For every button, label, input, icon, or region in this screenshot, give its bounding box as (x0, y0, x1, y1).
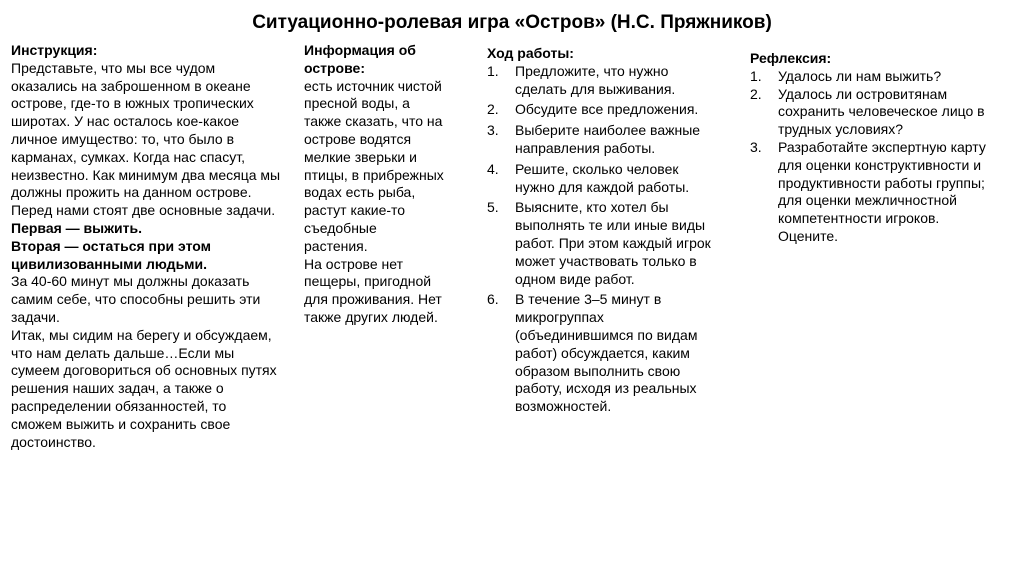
task-first: Первая — выжить. (11, 219, 143, 236)
island-info-column (304, 42, 444, 327)
instruction-paragraph: Итак, мы сидим на берегу и обсуждаем, что нам делать дальше…Если мы сумеем договориться об основных путях решения наших задач, а также о распределении обязанностей, то сможем выжить и сохранить свое достоинство. (11, 326, 277, 450)
island-info-paragraph: есть источник чистой пресной воды, а также сказать, что на острове водятся мелкие зверьки и птицы, в прибрежных водах есть рыба, растут какие-то съедобные растения. (304, 77, 444, 254)
instruction-column (11, 42, 281, 451)
list-item: 2. Обсудите все предложения. (487, 101, 699, 118)
list-item: 3. Разработайте экспертную карту для оценки конструктивности и продуктивности работы группы; для оценки межличностной компетентности игроков. Оцените. (750, 138, 986, 244)
instruction-paragraph: Перед нами стоят две основные задачи. (11, 202, 276, 219)
page-title: Ситуационно-ролевая игра «Остров» (Н.С. Пряжников) (252, 12, 772, 33)
list-item: 4. Решите, сколько человек нужно для каждой работы. (487, 160, 690, 195)
workflow-heading: Ход работы: (487, 45, 574, 61)
instruction-paragraph: Представьте, что мы все чудом оказались на заброшенном в океане острове, где-то в южных тропических широтах. У нас осталось кое-какое личное имущество: то, что было в карманах, сумках. Когда нас спасут, неизвестно. Как минимум два месяца мы должны прожить на данном острове. (11, 59, 281, 201)
list-item: 3. Выберите наиболее важные направления работы. (487, 122, 701, 156)
list-item: 1. Удалось ли нам выжить? (750, 67, 942, 84)
workflow-steps (487, 63, 712, 416)
list-item: 1. Предложите, что нужно сделать для выживания. (487, 62, 676, 97)
reflection-heading: Рефлексия: (750, 50, 832, 66)
island-info-heading: Информация об острове: (304, 42, 416, 76)
reflection-items (750, 68, 990, 246)
instruction-paragraph: За 40-60 минут мы должны доказать самим себе, что способны решить эти задачи. (11, 273, 261, 325)
island-info-paragraph: На острове нет пещеры, пригодной для проживания. Нет также других людей. (304, 255, 442, 325)
list-item: 6. В течение 3–5 минут в микрогруппах (объединившимся по видам работ) обсуждается, каким образом выполнить свою работу, исходя из реальных возможностей. (487, 291, 698, 415)
reflection-column (750, 50, 990, 246)
instruction-heading: Инструкция: (11, 42, 98, 58)
task-second: Вторая — остаться при этом цивилизованными людьми. (11, 237, 211, 272)
list-item: 5. Выясните, кто хотел бы выполнять те или иные виды работ. При этом каждый игрок может участвовать только в одном виде работ. (487, 199, 711, 287)
list-item: 2. Удалось ли островитянам сохранить человеческое лицо в трудных условиях? (750, 85, 985, 138)
workflow-column (487, 45, 712, 419)
